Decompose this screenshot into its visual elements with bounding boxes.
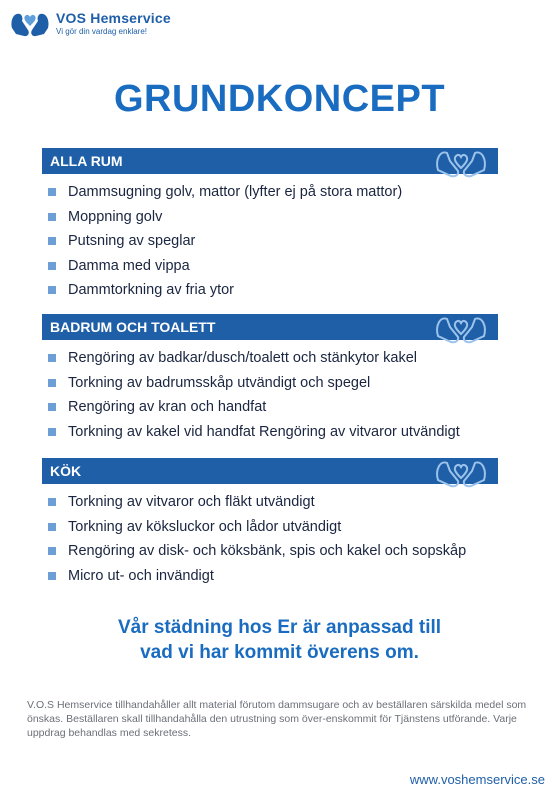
list-item: Rengöring av kran och handfat <box>42 395 498 420</box>
list-item: Damma med vippa <box>42 254 498 279</box>
brand-tagline: Vi gör din vardag enklare! <box>56 27 148 36</box>
list-item: Torkning av badrumsskåp utvändigt och spegel <box>42 371 498 396</box>
fineprint: V.O.S Hemservice tillhandahåller allt material förutom dammsugare och av beställaren särskilda medel som önskas. Beställaren skall tillhandahålla den utrustning som över-enskommit för Tjänstens utförande. Varje uppdrag behandlas med sekretess. <box>27 699 527 739</box>
list-item: Torkning av kakel vid handfat Rengöring av vitvaror utvändigt <box>42 420 498 445</box>
section-heading-bar <box>42 314 498 340</box>
item-list <box>42 346 498 444</box>
list-item: Moppning golv <box>42 205 498 230</box>
brand-logo <box>8 6 171 40</box>
list-item: Micro ut- och invändigt <box>42 564 498 589</box>
list-item: Rengöring av badkar/dusch/toalett och stänkytor kakel <box>42 346 498 371</box>
hands-heart-icon <box>8 6 52 40</box>
tagline-line-2: vad vi har kommit överens om. <box>140 642 419 663</box>
hands-heart-icon <box>432 310 490 344</box>
section-kok <box>42 458 498 588</box>
item-list <box>42 180 498 303</box>
section-heading-bar <box>42 458 498 484</box>
section-heading-bar <box>42 148 498 174</box>
list-item: Putsning av speglar <box>42 229 498 254</box>
list-item: Torkning av vitvaror och fläkt utvändigt <box>42 490 498 515</box>
list-item: Dammtorkning av fria ytor <box>42 278 498 303</box>
item-list <box>42 490 498 588</box>
section-heading: KÖK <box>50 463 82 479</box>
brand-name: VOS Hemservice <box>56 10 171 26</box>
list-item: Rengöring av disk- och köksbänk, spis och kakel och sopskåp <box>42 539 498 564</box>
section-heading: ALLA RUM <box>50 153 123 169</box>
section-badrum-och-toalett <box>42 314 498 444</box>
tagline <box>0 615 559 665</box>
website-link[interactable]: www.voshemservice.se <box>409 772 545 787</box>
section-alla-rum <box>42 148 498 303</box>
list-item: Dammsugning golv, mattor (lyfter ej på stora mattor) <box>42 180 498 205</box>
hands-heart-icon <box>432 454 490 488</box>
hands-heart-icon <box>432 144 490 178</box>
tagline-line-1: Vår städning hos Er är anpassad till <box>117 617 442 638</box>
list-item: Torkning av köksluckor och lådor utvändigt <box>42 515 498 540</box>
section-heading: BADRUM OCH TOALETT <box>50 319 216 335</box>
page-title: GRUNDKONCEPT <box>113 78 446 120</box>
